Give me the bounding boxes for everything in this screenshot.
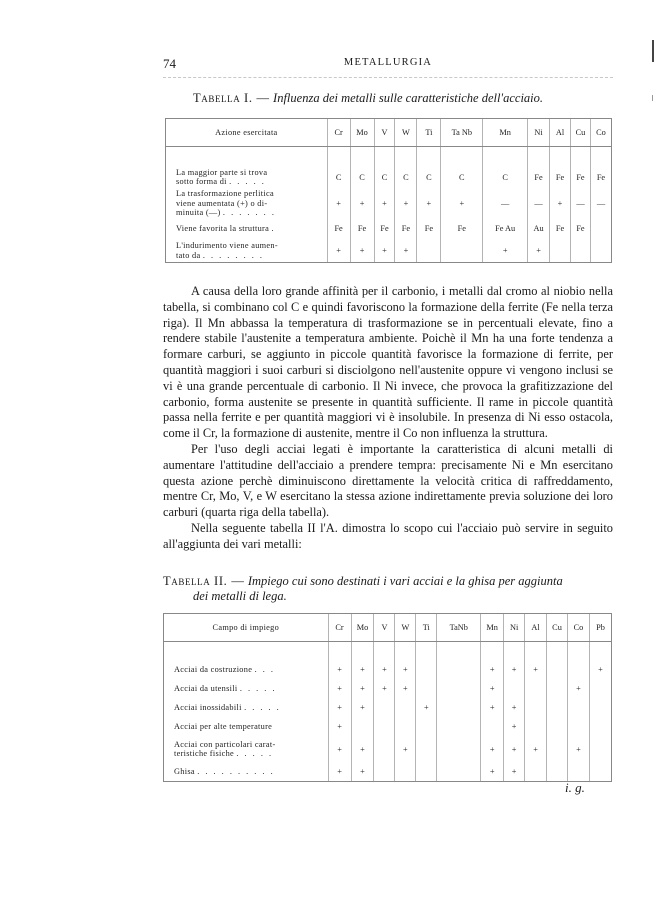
author-initials: i. g. <box>565 780 585 795</box>
table2-row-label: Acciai con particolari carat- teristiche fisiche . . . . . <box>164 736 329 762</box>
table2-cell <box>589 679 611 698</box>
table2-cell: + <box>525 736 547 762</box>
margin-mark <box>652 40 654 62</box>
table1-cell: + <box>395 240 417 263</box>
table1-label: Tabella I. <box>193 91 253 105</box>
table2-col-header: TaNb <box>437 614 481 642</box>
table2-header-row <box>164 614 612 642</box>
table1-cell: + <box>327 240 350 263</box>
table2-cell: + <box>504 660 525 679</box>
table2-row <box>164 717 612 736</box>
paragraph: A causa della loro grande affinità per il carbonio, i metalli dal cromo al niobio nella tabella, si combinano col C e quindi favoriscono la formazione della ferrite (Fe nella terza riga). Il Mn abbassa la temperatura di trasformazione se in percentuali elevate, fino a rendere stabile l'austenite a temperatura ambiente. Poichè il Mn ha una forte tendenza a formare carburi, se aggiunto in piccole quantità favorisce la formazione di ferrite, per quantità maggiori i suoi carburi si disciolgono nell'austenite oppure vi vengono inclusi se vi è una grande percentuale di carbonio. Il Ni invece, che provoca la grafitizzazione del carbonio, forma austenite se presente in quantità sufficiente. Il rame in piccole quantità passa nella ferrite e per quantità maggiori vi è insolubile. In presenza di Ni esso ostacola, come il Cr, la formazione di austenite, mentre il Co non influenza la struttura. <box>163 284 613 441</box>
table1-col-header: Azione esercitata <box>166 119 328 147</box>
table1-cell: Fe <box>528 165 550 189</box>
table1-dash: — <box>256 91 270 105</box>
table2-cell: + <box>328 717 351 736</box>
table2-col-header: Mn <box>481 614 504 642</box>
table1-cell: Fe <box>571 218 591 240</box>
table2-row-label: Acciai da utensili . . . . . <box>164 679 329 698</box>
table2-cell <box>525 717 547 736</box>
table2-cell <box>416 717 437 736</box>
table1-cell: + <box>528 240 550 263</box>
table1-col-header: Mo <box>350 119 374 147</box>
table2-col-header: Co <box>568 614 590 642</box>
table2-cell: + <box>328 679 351 698</box>
table2-col-header: V <box>374 614 395 642</box>
table2-cell: + <box>568 679 590 698</box>
table1-cell: + <box>395 189 417 218</box>
table2-cell: + <box>504 736 525 762</box>
table1-title: Influenza dei metalli sulle caratteristiche dell'acciaio. <box>273 91 544 105</box>
table1-row-label: La trasformazione perlitica viene aumentata (+) o di- minuita (—) . . . . . . . <box>166 189 328 218</box>
table2-cell: + <box>374 679 395 698</box>
table2-cell <box>437 679 481 698</box>
table1-cell: C <box>441 165 483 189</box>
table2-cell <box>416 679 437 698</box>
table1-row <box>166 165 612 189</box>
table2-row <box>164 736 612 762</box>
table2-cell: + <box>504 698 525 717</box>
table2-cell <box>481 717 504 736</box>
table1-cell: + <box>350 240 374 263</box>
table1-cell: Fe <box>590 165 611 189</box>
table2-spacer-row <box>164 642 612 661</box>
table1-cell: Fe <box>374 218 395 240</box>
table2-cell <box>568 698 590 717</box>
table2-col-header: W <box>395 614 416 642</box>
table1-cell: C <box>395 165 417 189</box>
table2-cell <box>547 679 568 698</box>
table1-row-label: La maggior parte si trova sotto forma di . . . . . <box>166 165 328 189</box>
table2-cell <box>589 698 611 717</box>
table1-col-header: V <box>374 119 395 147</box>
running-title: METALLURGIA <box>343 57 433 68</box>
table1-col-header: W <box>395 119 417 147</box>
paragraph: Nella seguente tabella II l'A. dimostra lo scopo cui l'acciaio può servire in seguito all'aggiunta dei vari metalli: <box>163 520 613 551</box>
table2-row <box>164 679 612 698</box>
table1-row <box>166 218 612 240</box>
table2-cell: + <box>481 762 504 782</box>
table1-spacer-row <box>166 147 612 166</box>
table1-row <box>166 189 612 218</box>
table1-col-header: Ni <box>528 119 550 147</box>
table1-col-header: Ti <box>417 119 441 147</box>
table1-col-header: Ta Nb <box>441 119 483 147</box>
paragraph: Per l'uso degli acciai legati è importante la caratteristica di alcuni metalli di aumentare l'attitudine dell'acciaio a prendere tempra: precisamente Ni e Mn esercitano questa azione perchè diminuiscono direttamente la velocità critica di raffreddamento, mentre Cr, Mo, V, e W esercitano la stessa azione indirettamente previa soluzione dei loro carburi (quarta riga della tabella). <box>163 441 613 520</box>
table2-cell: + <box>328 698 351 717</box>
table2-cell <box>547 698 568 717</box>
table2-cell <box>547 660 568 679</box>
table2-cell <box>589 762 611 782</box>
table2-cell <box>437 736 481 762</box>
table1-cell: Fe <box>417 218 441 240</box>
table2-title-line2: dei metalli di lega. <box>193 589 287 603</box>
table2-dash: — <box>231 574 244 588</box>
table1-row-label: Viene favorita la struttura . <box>166 218 328 240</box>
table1-cell: — <box>590 189 611 218</box>
table2-cell: + <box>351 679 374 698</box>
table2-cell <box>374 698 395 717</box>
table2-cell: + <box>481 736 504 762</box>
table2-cell: + <box>504 717 525 736</box>
table2-col-header: Ni <box>504 614 525 642</box>
table1-cell: — <box>483 189 528 218</box>
table1-cell: Fe <box>441 218 483 240</box>
body-text <box>163 284 613 553</box>
table2-cell <box>374 736 395 762</box>
table1-col-header: Al <box>550 119 571 147</box>
table1-cell: + <box>441 189 483 218</box>
table1-row <box>166 240 612 263</box>
table2-row-label: Acciai da costruzione . . . <box>164 660 329 679</box>
table2-cell <box>437 762 481 782</box>
table2-cell <box>568 660 590 679</box>
table2-cell <box>525 679 547 698</box>
table2 <box>163 613 612 782</box>
table2-row <box>164 660 612 679</box>
table2-cell <box>416 736 437 762</box>
table2-cell <box>416 762 437 782</box>
table1-cell: Au <box>528 218 550 240</box>
table1-cell: C <box>350 165 374 189</box>
table2-cell: + <box>351 660 374 679</box>
table1-header-row <box>166 119 612 147</box>
table1-cell <box>417 240 441 263</box>
table2-caption <box>163 574 613 604</box>
table2-cell: + <box>395 660 416 679</box>
table2-col-header: Cu <box>547 614 568 642</box>
table2-row-label: Acciai inossidabili . . . . . <box>164 698 329 717</box>
table2-row-label: Ghisa . . . . . . . . . . <box>164 762 329 782</box>
table2-cell: + <box>416 698 437 717</box>
table2-cell <box>374 717 395 736</box>
table2-cell <box>568 717 590 736</box>
table2-cell <box>437 698 481 717</box>
table2-col-header: Ti <box>416 614 437 642</box>
table2-cell: + <box>481 660 504 679</box>
table1-cell: Fe <box>550 218 571 240</box>
table1-col-header: Cr <box>327 119 350 147</box>
table1-caption <box>193 91 613 106</box>
table2-cell: + <box>328 736 351 762</box>
table1-cell <box>441 240 483 263</box>
table2-col-header: Campo di impiego <box>164 614 329 642</box>
table2-col-header: Mo <box>351 614 374 642</box>
table2-cell <box>589 717 611 736</box>
table1-cell: — <box>571 189 591 218</box>
margin-mark <box>652 95 653 101</box>
table1-cell: Fe <box>327 218 350 240</box>
table2-title-line1: Impiego cui sono destinati i vari acciai e la ghisa per aggiunta <box>247 574 563 588</box>
table1-cell: C <box>417 165 441 189</box>
table2-cell <box>395 717 416 736</box>
table1 <box>165 118 612 263</box>
table2-cell <box>568 762 590 782</box>
table2-cell <box>589 736 611 762</box>
table1-cell: Fe <box>395 218 417 240</box>
table2-cell <box>547 762 568 782</box>
table2-row <box>164 762 612 782</box>
table2-cell: + <box>374 660 395 679</box>
table1-cell: Fe <box>571 165 591 189</box>
table2-cell <box>525 762 547 782</box>
table2-cell <box>525 698 547 717</box>
table2-cell <box>504 679 525 698</box>
table1-cell: + <box>550 189 571 218</box>
table2-cell: + <box>328 762 351 782</box>
table1-cell: C <box>327 165 350 189</box>
table2-col-header: Al <box>525 614 547 642</box>
table1-cell: + <box>417 189 441 218</box>
table1-cell <box>590 218 611 240</box>
table1-col-header: Mn <box>483 119 528 147</box>
table2-cell: + <box>351 762 374 782</box>
table2-cell <box>547 717 568 736</box>
table1-cell: + <box>350 189 374 218</box>
table2-cell: + <box>481 679 504 698</box>
table2-cell: + <box>504 762 525 782</box>
header-rule <box>163 77 613 78</box>
table1-cell <box>550 240 571 263</box>
table1-cell: — <box>528 189 550 218</box>
table1-col-header: Cu <box>571 119 591 147</box>
table1-cell: C <box>483 165 528 189</box>
page-number: 74 <box>163 56 176 71</box>
table2-cell: + <box>525 660 547 679</box>
table2-cell <box>547 736 568 762</box>
table2-col-header: Cr <box>328 614 351 642</box>
table2-row-label: Acciai per alte temperature <box>164 717 329 736</box>
page-header <box>163 56 613 74</box>
table2-cell: + <box>328 660 351 679</box>
table2-cell: + <box>351 698 374 717</box>
table2-cell: + <box>481 698 504 717</box>
table2-cell <box>395 762 416 782</box>
table1-cell: Fe <box>350 218 374 240</box>
table1-cell: + <box>374 240 395 263</box>
table1-cell: C <box>374 165 395 189</box>
table2-label: Tabella II. <box>163 574 228 588</box>
table1-col-header: Co <box>590 119 611 147</box>
table1-cell: Fe Au <box>483 218 528 240</box>
table2-cell <box>351 717 374 736</box>
table2-cell: + <box>589 660 611 679</box>
table2-cell: + <box>568 736 590 762</box>
table2-cell: + <box>395 679 416 698</box>
table1-cell <box>571 240 591 263</box>
table2-cell <box>437 660 481 679</box>
table1-cell: + <box>327 189 350 218</box>
table1-cell: Fe <box>550 165 571 189</box>
table1-row-label: L'indurimento viene aumen- tato da . . . . . . . . <box>166 240 328 263</box>
table2-row <box>164 698 612 717</box>
table2-col-header: Pb <box>589 614 611 642</box>
table2-cell: + <box>395 736 416 762</box>
table1-cell <box>590 240 611 263</box>
table2-cell <box>374 762 395 782</box>
table1-cell: + <box>483 240 528 263</box>
table1-cell: + <box>374 189 395 218</box>
table2-cell <box>395 698 416 717</box>
table2-cell <box>416 660 437 679</box>
table2-cell <box>437 717 481 736</box>
table2-cell: + <box>351 736 374 762</box>
